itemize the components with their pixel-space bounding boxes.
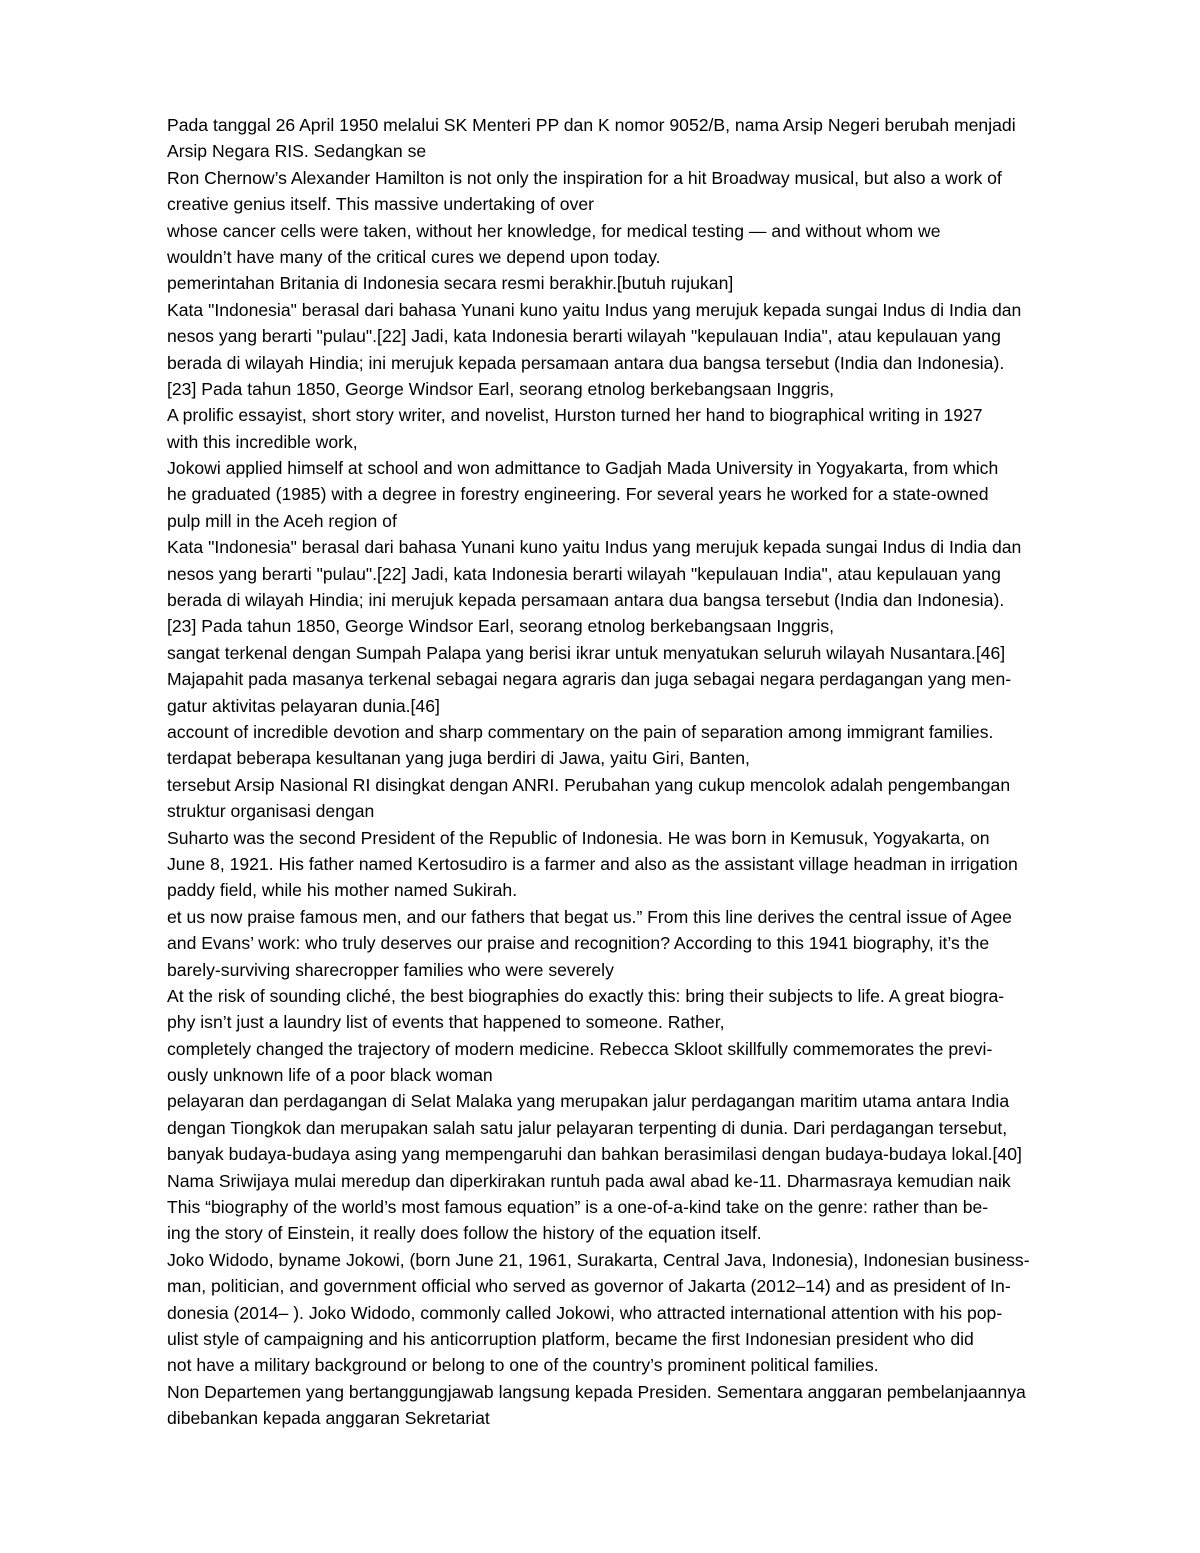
text-paragraph: [167, 402, 1127, 455]
text-line: dengan Tiongkok dan merupakan salah satu jalur pelayaran terpenting di dunia. Dari perdagangan tersebut,: [167, 1117, 1008, 1138]
text-paragraph: [167, 1036, 1127, 1089]
text-line: ulist style of campaigning and his anticorruption platform, became the first Indonesian president who did: [167, 1328, 974, 1349]
text-line: sangat terkenal dengan Sumpah Palapa yang berisi ikrar untuk menyatukan seluruh wilayah Nusantara.[46]: [167, 642, 1006, 663]
text-line: [23] Pada tahun 1850, George Windsor Earl, seorang etnolog berkebangsaan Inggris,: [167, 616, 835, 637]
text-paragraph: [167, 1088, 1127, 1167]
text-line: dibebankan kepada anggaran Sekretariat: [167, 1408, 490, 1429]
text-line: wouldn’t have many of the critical cures we depend upon today.: [167, 246, 661, 267]
text-paragraph: [167, 1168, 1127, 1194]
text-line: pulp mill in the Aceh region of: [167, 510, 397, 531]
text-paragraph: [167, 772, 1127, 825]
text-line: Kata "Indonesia" berasal dari bahasa Yunani kuno yaitu Indus yang merujuk kepada sungai Indus di India dan: [167, 537, 1022, 558]
text-paragraph: [167, 745, 1127, 771]
text-paragraph: [167, 1247, 1127, 1379]
text-line: barely-surviving sharecropper families who were severely: [167, 959, 614, 980]
text-line: Kata "Indonesia" berasal dari bahasa Yunani kuno yaitu Indus yang merujuk kepada sungai Indus di India dan: [167, 299, 1022, 320]
text-line: ing the story of Einstein, it really does follow the history of the equation itself.: [167, 1223, 762, 1244]
text-line: with this incredible work,: [167, 431, 358, 452]
text-line: pelayaran dan perdagangan di Selat Malaka yang merupakan jalur perdagangan maritim utama antara India: [167, 1091, 1010, 1112]
text-paragraph: [167, 218, 1127, 271]
text-paragraph: [167, 455, 1127, 534]
text-line: phy isn’t just a laundry list of events that happened to someone. Rather,: [167, 1012, 725, 1033]
text-line: struktur organisasi dengan: [167, 801, 375, 822]
text-line: tersebut Arsip Nasional RI disingkat dengan ANRI. Perubahan yang cukup mencolok adalah pengembangan: [167, 774, 1011, 795]
text-line: and Evans’ work: who truly deserves our praise and recognition? According to this 1941 biography, it’s the: [167, 933, 990, 954]
text-line: berada di wilayah Hindia; ini merujuk kepada persamaan antara dua bangsa tersebut (India dan Indonesia).: [167, 352, 1005, 373]
text-paragraph: [167, 112, 1127, 165]
text-line: creative genius itself. This massive undertaking of over: [167, 194, 595, 215]
text-line: nesos yang berarti "pulau".[22] Jadi, kata Indonesia berarti wilayah "kepulauan India", atau kepulauan yang: [167, 563, 1001, 584]
text-line: banyak budaya-budaya asing yang mempengaruhi dan bahkan berasimilasi dengan budaya-budaya lokal.[40]: [167, 1144, 1022, 1165]
text-line: et us now praise famous men, and our fathers that begat us.” From this line derives the central issue of Agee: [167, 906, 1012, 927]
text-line: Non Departemen yang bertanggungjawab langsung kepada Presiden. Sementara anggaran pembelanjaannya: [167, 1381, 1026, 1402]
text-line: Jokowi applied himself at school and won admittance to Gadjah Mada University in Yogyakarta, from which: [167, 458, 999, 479]
text-line: not have a military background or belong to one of the country’s prominent political families.: [167, 1355, 879, 1376]
text-line: This “biography of the world’s most famous equation” is a one-of-a-kind take on the genre: rather than be-: [167, 1197, 989, 1218]
text-line: Majapahit pada masanya terkenal sebagai negara agraris dan juga sebagai negara perdagangan yang men-: [167, 669, 1012, 690]
text-line: whose cancer cells were taken, without her knowledge, for medical testing — and without whom we: [167, 220, 941, 241]
text-paragraph: [167, 1194, 1127, 1247]
text-paragraph: [167, 825, 1127, 904]
text-paragraph: [167, 719, 1127, 745]
text-line: berada di wilayah Hindia; ini merujuk kepada persamaan antara dua bangsa tersebut (India dan Indonesia).: [167, 590, 1005, 611]
document-body: [167, 112, 1127, 1432]
text-paragraph: [167, 983, 1127, 1036]
text-line: pemerintahan Britania di Indonesia secara resmi berakhir.[butuh rujukan]: [167, 273, 734, 294]
text-line: donesia (2014– ). Joko Widodo, commonly called Jokowi, who attracted international attention with his pop-: [167, 1302, 1003, 1323]
text-paragraph: [167, 1379, 1127, 1432]
text-paragraph: [167, 165, 1127, 218]
text-paragraph: [167, 666, 1127, 719]
text-line: Arsip Negara RIS. Sedangkan se: [167, 141, 427, 162]
text-line: man, politician, and government official who served as governor of Jakarta (2012–14) and as president of In-: [167, 1276, 1011, 1297]
text-paragraph: [167, 904, 1127, 983]
text-line: ously unknown life of a poor black woman: [167, 1065, 493, 1086]
text-line: [23] Pada tahun 1850, George Windsor Earl, seorang etnolog berkebangsaan Inggris,: [167, 378, 835, 399]
text-line: Nama Sriwijaya mulai meredup dan diperkirakan runtuh pada awal abad ke-11. Dharmasraya kemudian naik: [167, 1170, 1011, 1191]
text-line: A prolific essayist, short story writer, and novelist, Hurston turned her hand to biographical writing in 1927: [167, 405, 983, 426]
text-line: Pada tanggal 26 April 1950 melalui SK Menteri PP dan K nomor 9052/B, nama Arsip Negeri berubah menjadi: [167, 115, 1016, 135]
text-line: June 8, 1921. His father named Kertosudiro is a farmer and also as the assistant village headman in irrigation: [167, 853, 1018, 874]
text-line: account of incredible devotion and sharp commentary on the pain of separation among immigrant families.: [167, 721, 994, 742]
text-paragraph: [167, 534, 1127, 640]
text-line: At the risk of sounding cliché, the best biographies do exactly this: bring their subjects to life. A great biogra-: [167, 985, 1005, 1006]
text-line: nesos yang berarti "pulau".[22] Jadi, kata Indonesia berarti wilayah "kepulauan India", atau kepulauan yang: [167, 326, 1001, 347]
text-line: he graduated (1985) with a degree in forestry engineering. For several years he worked for a state-owned: [167, 484, 989, 505]
text-paragraph: [167, 297, 1127, 403]
text-paragraph: [167, 270, 1127, 296]
text-line: Ron Chernow’s Alexander Hamilton is not only the inspiration for a hit Broadway musical, but also a work of: [167, 167, 1002, 188]
text-line: gatur aktivitas pelayaran dunia.[46]: [167, 695, 440, 716]
text-line: Suharto was the second President of the Republic of Indonesia. He was born in Kemusuk, Yogyakarta, on: [167, 827, 990, 848]
text-paragraph: [167, 640, 1127, 666]
text-line: Joko Widodo, byname Jokowi, (born June 21, 1961, Surakarta, Central Java, Indonesia), Indonesian business-: [167, 1249, 1030, 1270]
text-line: paddy field, while his mother named Sukirah.: [167, 880, 518, 901]
text-line: completely changed the trajectory of modern medicine. Rebecca Skloot skillfully commemorates the previ-: [167, 1038, 993, 1059]
text-line: terdapat beberapa kesultanan yang juga berdiri di Jawa, yaitu Giri, Banten,: [167, 748, 750, 769]
